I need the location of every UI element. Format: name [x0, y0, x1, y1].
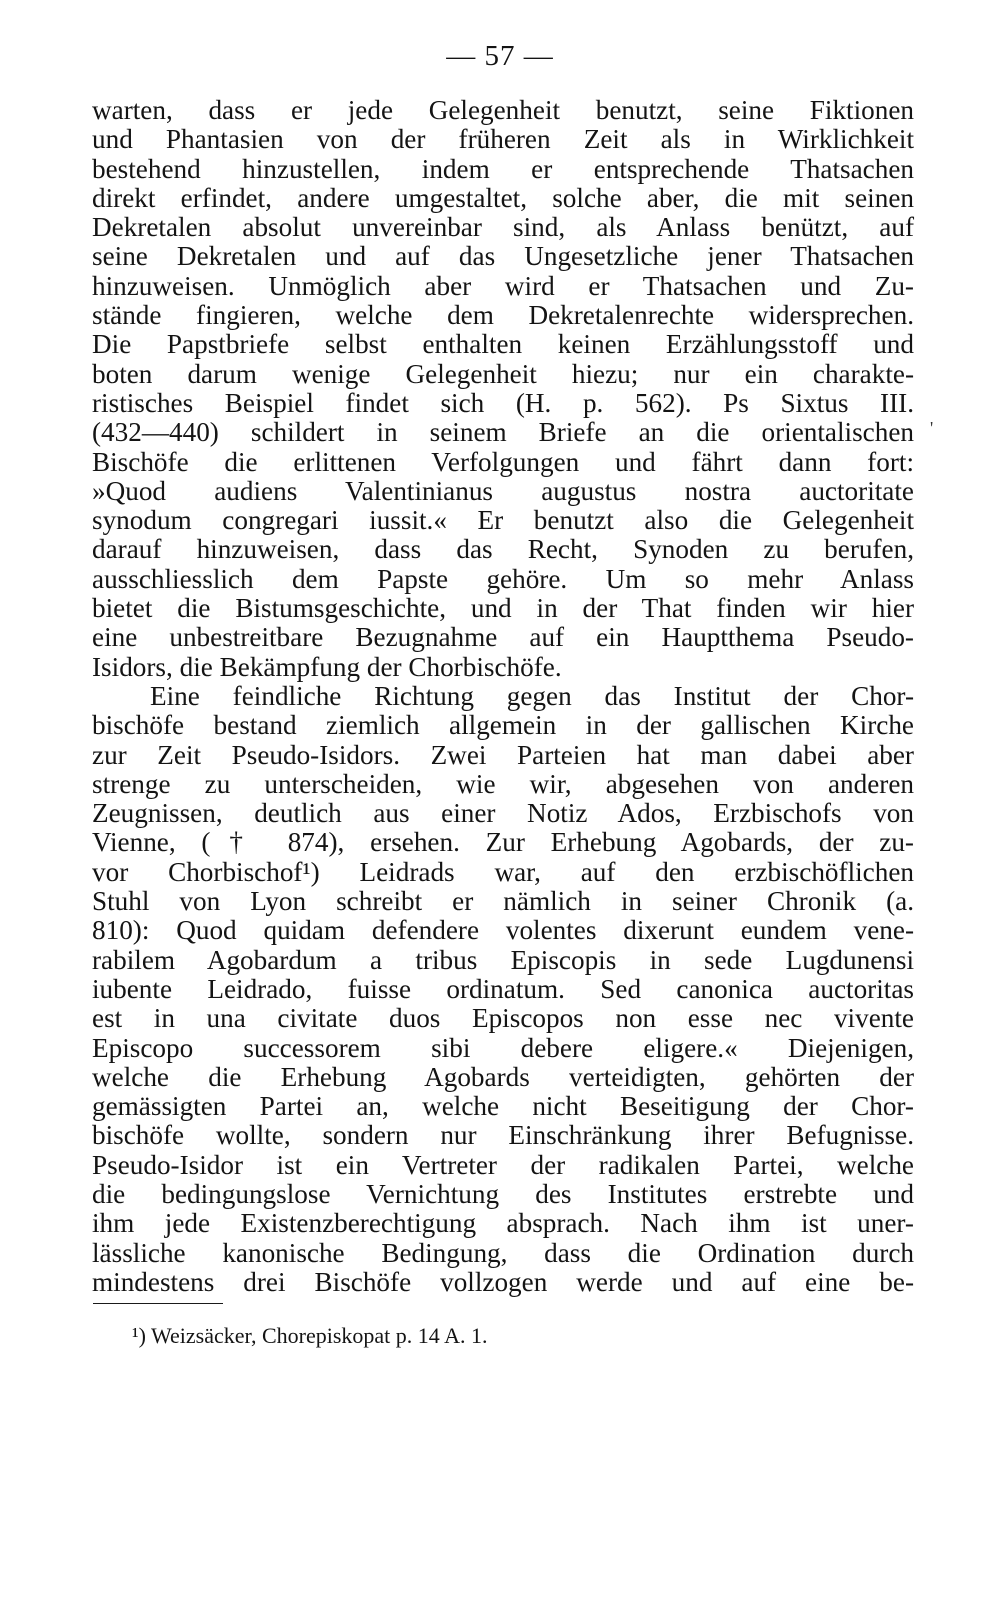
text-line: darauf hinzuweisen, dass das Recht, Synoden zu berufen,	[92, 534, 914, 565]
text-line: Zeugnissen, deutlich aus einer Notiz Ados, Erzbischofs von	[92, 798, 914, 829]
text-line: mindestens drei Bischöfe vollzogen werde und auf eine be-	[92, 1266, 914, 1297]
text-line: seine Dekretalen und auf das Ungesetzliche jener Thatsachen	[92, 241, 914, 272]
text-line: ausschliesslich dem Papste gehöre. Um so mehr Anlass	[92, 563, 914, 594]
text-line: und Phantasien von der früheren Zeit als in Wirklichkeit	[92, 124, 914, 155]
text-line: lässliche kanonische Bedingung, dass die Ordination durch	[92, 1237, 914, 1268]
text-line: 810): Quod quidam defendere volentes dixerunt eundem vene-	[92, 915, 914, 946]
footnote: ¹) Weizsäcker, Chorepiskopat p. 14 A. 1.	[132, 1323, 488, 1348]
text-line: est in una civitate duos Episcopos non esse nec vivente	[92, 1003, 914, 1034]
text-line: Stuhl von Lyon schreibt er nämlich in seiner Chronik (a.	[92, 886, 914, 917]
text-line: synodum congregari iussit.« Er benutzt also die Gelegenheit	[92, 505, 914, 536]
text-line: Eine feindliche Richtung gegen das Institut der Chor-	[150, 680, 914, 711]
text-line: warten, dass er jede Gelegenheit benutzt, seine Fiktionen	[92, 95, 914, 125]
text-line: vor Chorbischof¹) Leidrads war, auf den erzbischöflichen	[92, 856, 914, 887]
page-number: — 57 —	[446, 40, 554, 72]
body-text	[92, 96, 914, 1297]
text-line: bischöfe wollte, sondern nur Einschränkung ihrer Befugnisse.	[92, 1120, 914, 1151]
text-line: boten darum wenige Gelegenheit hiezu; nur ein charakte-	[92, 358, 914, 389]
text-line: bischöfe bestand ziemlich allgemein in der gallischen Kirche	[92, 710, 914, 741]
text-line: »Quod audiens Valentinianus augustus nostra auctoritate	[92, 475, 914, 506]
text-line: Pseudo-Isidor ist ein Vertreter der radikalen Partei, welche	[92, 1149, 914, 1180]
text-line: welche die Erhebung Agobards verteidigten, gehörten der	[92, 1061, 914, 1092]
text-line: strenge zu unterscheiden, wie wir, abgesehen von anderen	[92, 768, 914, 799]
text-line: rabilem Agobardum a tribus Episcopis in sede Lugdunensi	[92, 944, 914, 975]
text-line: Bischöfe die erlittenen Verfolgungen und fährt dann fort:	[92, 446, 914, 477]
text-line: zur Zeit Pseudo-Isidors. Zwei Parteien hat man dabei aber	[92, 739, 914, 770]
text-line: gemässigten Partei an, welche nicht Beseitigung der Chor-	[92, 1091, 914, 1122]
text-line: Vienne, († 874), ersehen. Zur Erhebung Agobards, der zu-	[92, 827, 914, 858]
text-line: Die Papstbriefe selbst enthalten keinen Erzählungsstoff und	[92, 329, 914, 360]
text-line: (432—440) schildert in seinem Briefe an die orientalischen	[92, 417, 914, 448]
text-line: ihm jede Existenzberechtigung absprach. Nach ihm ist uner-	[92, 1208, 914, 1239]
text-line: stände fingieren, welche dem Dekretalenrechte widersprechen.	[92, 300, 914, 331]
text-line: Dekretalen absolut unvereinbar sind, als Anlass benützt, auf	[92, 212, 914, 243]
text-line: hinzuweisen. Unmöglich aber wird er Thatsachen und Zu-	[92, 270, 914, 301]
text-line: Episcopo successorem sibi debere eligere.« Diejenigen,	[92, 1032, 914, 1063]
text-line: iubente Leidrado, fuisse ordinatum. Sed canonica auctoritas	[92, 973, 914, 1004]
margin-mark: '	[930, 418, 934, 438]
text-line: bietet die Bistumsgeschichte, und in der That finden wir hier	[92, 593, 914, 624]
text-line: eine unbestreitbare Bezugnahme auf ein Hauptthema Pseudo-	[92, 622, 914, 653]
footnote-divider	[93, 1303, 223, 1304]
text-line: direkt erfindet, andere umgestaltet, solche aber, die mit seinen	[92, 182, 914, 213]
text-line: ristisches Beispiel findet sich (H. p. 562). Ps Sixtus III.	[92, 387, 914, 418]
text-line: Isidors, die Bekämpfung der Chorbischöfe.	[92, 651, 562, 682]
text-line: die bedingungslose Vernichtung des Institutes erstrebte und	[92, 1178, 914, 1209]
text-line: bestehend hinzustellen, indem er entsprechende Thatsachen	[92, 153, 914, 184]
